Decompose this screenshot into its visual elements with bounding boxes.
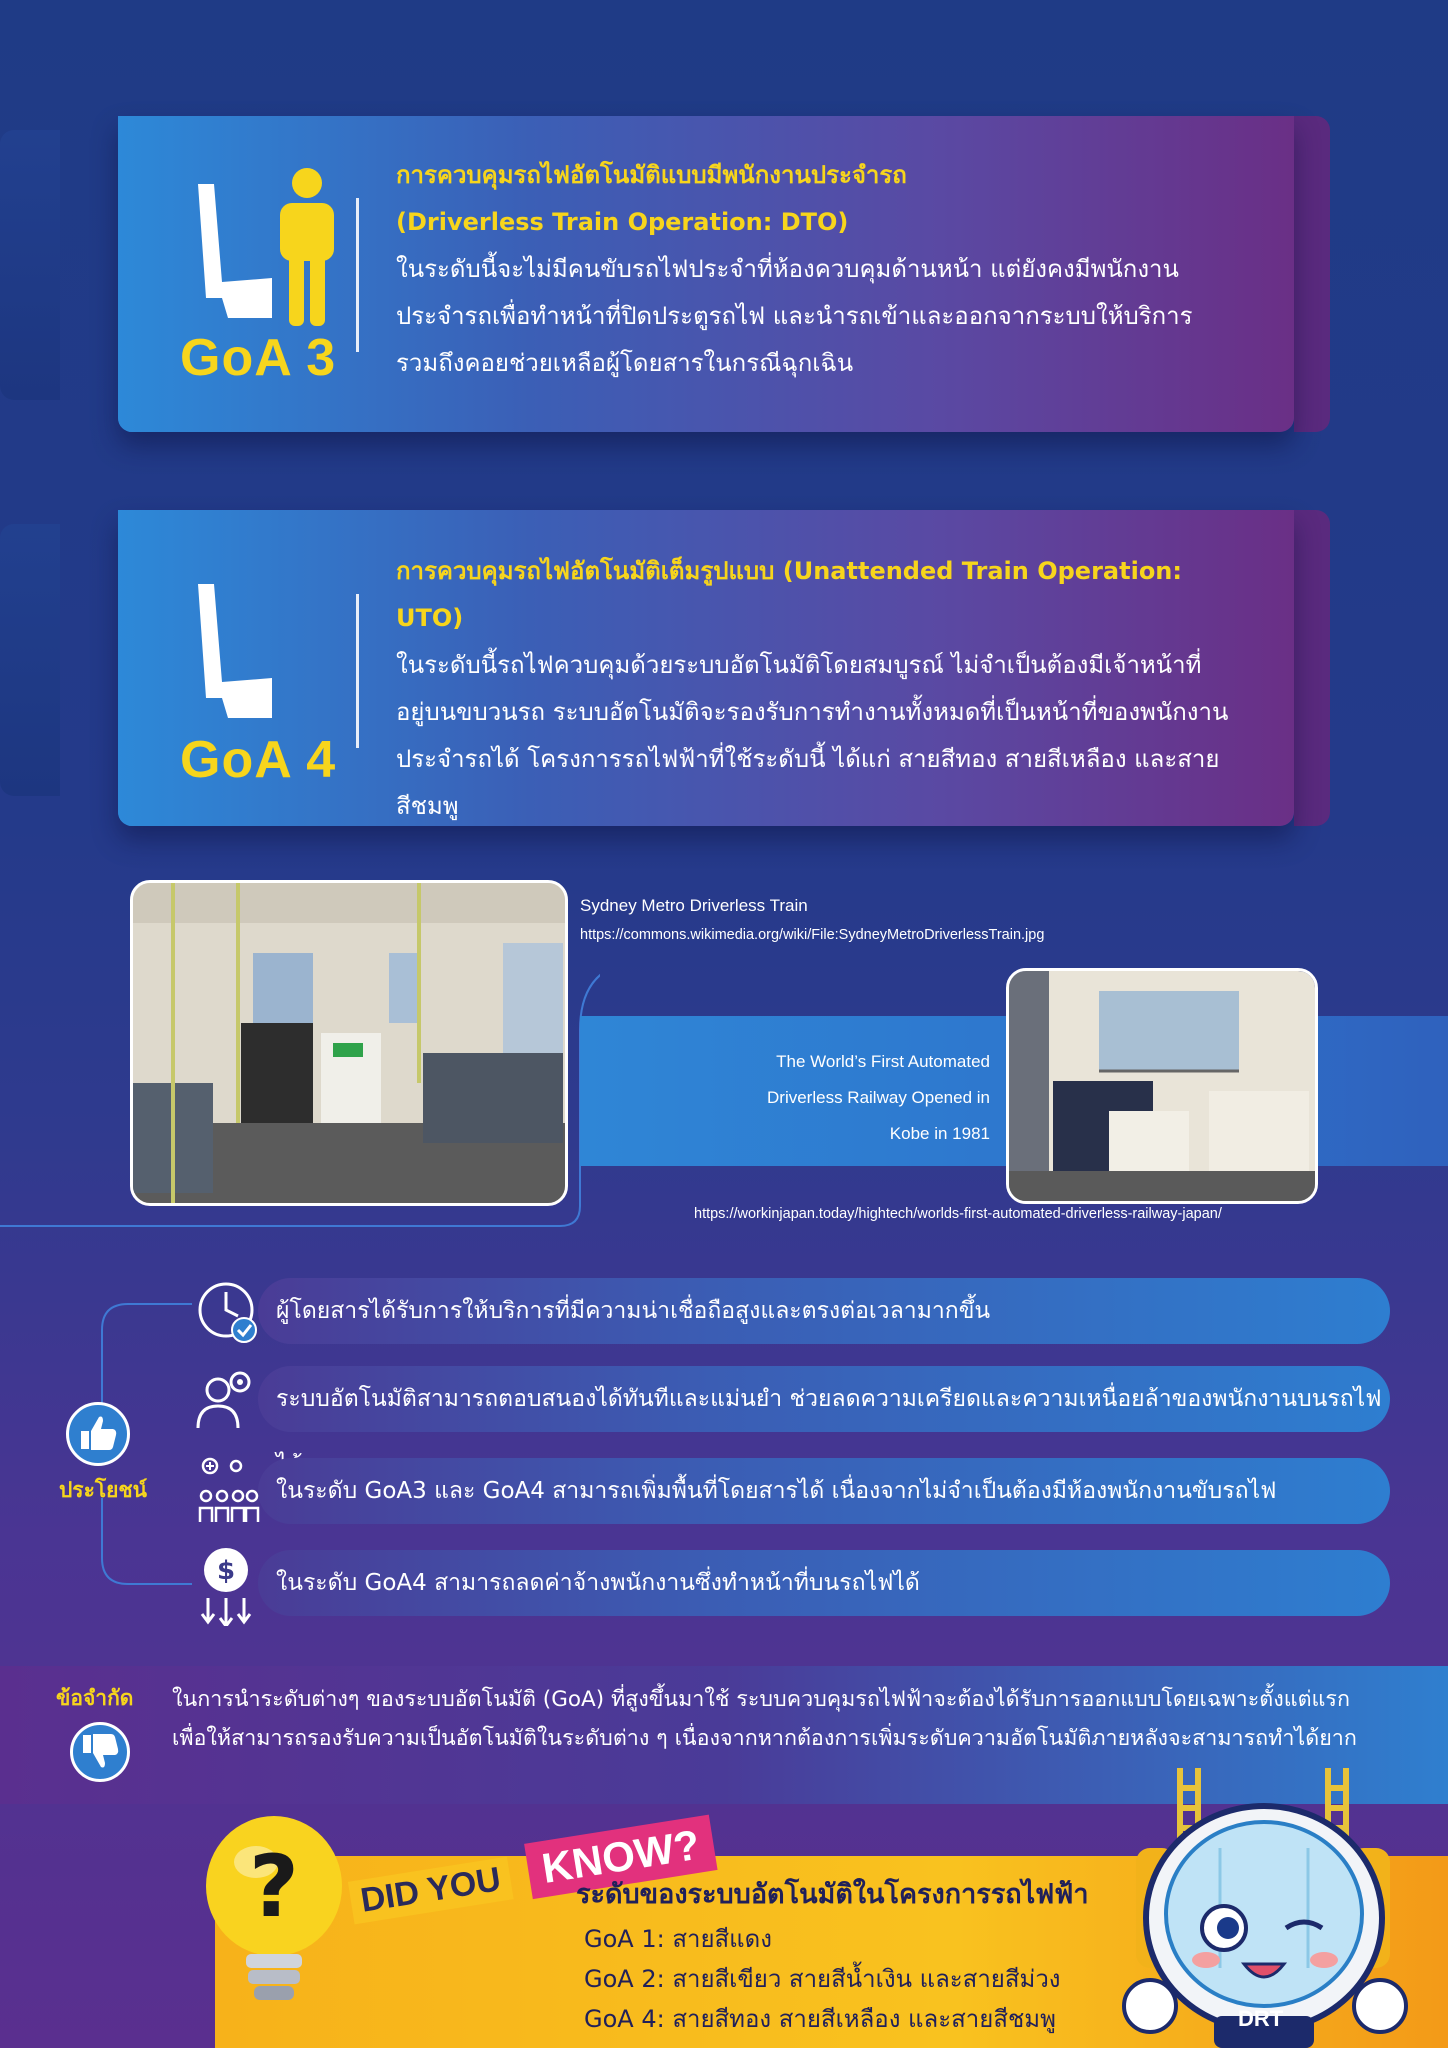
svg-text:$: $ — [216, 1556, 236, 1586]
svg-text:?: ? — [249, 1837, 299, 1937]
goa4-line: สีชมพู — [396, 792, 459, 820]
person-gear-icon — [192, 1366, 256, 1430]
goa3-card — [118, 116, 1294, 432]
thumbs-down-icon — [70, 1722, 130, 1782]
goa4-card — [118, 510, 1294, 826]
ribbon-shadow-left — [0, 130, 60, 400]
goa3-subtitle: (Driverless Train Operation: DTO) — [396, 208, 849, 236]
goa4-title: การควบคุมรถไฟอัตโนมัติเต็มรูปแบบ (Unattended Train Operation: UTO) — [396, 557, 1182, 632]
goa3-line: ในระดับนี้จะไม่มีคนขับรถไฟประจำที่ห้องควบคุมด้านหน้า แต่ยังคงมีพนักงาน — [396, 255, 1179, 283]
limitations-label: ข้อจำกัด — [56, 1686, 134, 1710]
goa3-label: GoA 3 — [180, 329, 337, 387]
seat-icon — [194, 582, 274, 722]
benefit-item — [258, 1366, 1390, 1432]
did-you-know-content — [576, 1872, 1089, 2039]
divider — [356, 198, 359, 352]
thumbs-up-icon — [66, 1402, 130, 1466]
clock-check-icon — [196, 1280, 260, 1344]
goa3-title: การควบคุมรถไฟอัตโนมัติแบบมีพนักงานประจำรถ — [396, 161, 907, 189]
benefits-label: ประโยชน์ — [58, 1478, 148, 1502]
person-icon — [274, 168, 340, 326]
benefit-item — [258, 1278, 1390, 1344]
people-add-icon — [196, 1456, 260, 1520]
seat-icon — [194, 182, 274, 322]
kobe-caption — [640, 1044, 990, 1152]
kobe-photo — [1006, 968, 1318, 1204]
question-bulb-icon — [200, 1812, 350, 2012]
sydney-photo — [130, 880, 568, 1206]
kobe-url[interactable]: https://workinjapan.today/hightech/worlds-first-automated-driverless-railway-japan/ — [694, 1206, 1222, 1222]
goa3-line: ประจำรถเพื่อทำหน้าที่ปิดประตูรถไฟ และนำรถเข้าและออกจากระบบให้บริการ — [396, 302, 1193, 330]
did-you-know-item: GoA 4: สายสีทอง สายสีเหลือง และสายสีชมพู — [584, 2005, 1056, 2033]
did-you-know-item: GoA 1: สายสีแดง — [584, 1925, 772, 1953]
did-you-know-item: GoA 2: สายสีเขียว สายสีน้ำเงิน และสายสีม่วง — [584, 1965, 1061, 1993]
limitations-line: เพื่อให้สามารถรองรับความเป็นอัตโนมัติในระดับต่าง ๆ เนื่องจากหากต้องการเพิ่มระดับความอัตโนมัติภายหลังจะสามารถทำได้ยาก — [172, 1726, 1357, 1751]
benefit-text: ในระดับ GoA4 สามารถลดค่าจ้างพนักงานซึ่งทำหน้าที่บนรถไฟได้ — [276, 1570, 920, 1596]
ribbon-fold-right — [1294, 510, 1330, 826]
goa3-text — [396, 152, 1254, 387]
did-you-know-title: ระดับของระบบอัตโนมัติในโครงการรถไฟฟ้า — [576, 1879, 1089, 1910]
limitations-text — [172, 1680, 1357, 1758]
benefit-item — [258, 1550, 1390, 1616]
goa3-line: รวมถึงคอยช่วยเหลือผู้โดยสารในกรณีฉุกเฉิน — [396, 349, 854, 377]
sydney-url[interactable]: https://commons.wikimedia.org/wiki/File:SydneyMetroDriverlessTrain.jpg — [580, 927, 1045, 943]
goa4-text — [396, 548, 1254, 830]
goa4-label: GoA 4 — [180, 731, 337, 789]
benefit-text: ระบบอัตโนมัติสามารถตอบสนองได้ทันทีและแม่นยำ ช่วยลดความเครียดและความเหนื่อยล้าของพนักงานบนรถไฟ — [276, 1386, 1382, 1412]
badge-line1: DID YOU — [348, 1857, 514, 1925]
ribbon-shadow-left — [0, 524, 60, 796]
benefit-item — [258, 1458, 1390, 1524]
divider — [356, 594, 359, 748]
goa4-line: ในระดับนี้รถไฟควบคุมด้วยระบบอัตโนมัติโดยสมบูรณ์ ไม่จำเป็นต้องมีเจ้าหน้าที่ — [396, 651, 1202, 679]
mascot-label: DRT — [1238, 2006, 1284, 2031]
kobe-caption-line: The World’s First Automated — [776, 1052, 990, 1071]
benefit-text: ในระดับ GoA3 และ GoA4 สามารถเพิ่มพื้นที่โดยสารได้ เนื่องจากไม่จำเป็นต้องมีห้องพนักงานขับรถไฟ — [276, 1478, 1277, 1504]
sydney-caption: Sydney Metro Driverless Train — [580, 896, 808, 915]
ribbon-fold-right — [1294, 116, 1330, 432]
kobe-caption-line: Kobe in 1981 — [889, 1124, 990, 1143]
kobe-caption-line: Driverless Railway Opened in — [767, 1088, 990, 1107]
goa4-line: ประจำรถได้ โครงการรถไฟฟ้าที่ใช้ระดับนี้ ได้แก่ สายสีทอง สายสีเหลือง และสาย — [396, 745, 1220, 773]
goa4-line: อยู่บนขบวนรถ ระบบอัตโนมัติจะรองรับการทำงานทั้งหมดที่เป็นหน้าที่ของพนักงาน — [396, 698, 1229, 726]
limitations-line: ในการนำระดับต่างๆ ของระบบอัตโนมัติ (GoA) ที่สูงขึ้นมาใช้ ระบบควบคุมรถไฟฟ้าจะต้องได้รับการออกแบบโดยเฉพาะตั้งแต่แรก — [172, 1687, 1350, 1712]
dollar-down-icon — [196, 1546, 260, 1610]
benefit-text: ผู้โดยสารได้รับการให้บริการที่มีความน่าเชื่อถือสูงและตรงต่อเวลามากขึ้น — [276, 1298, 991, 1324]
badge-line2: KNOW? — [524, 1815, 717, 1900]
